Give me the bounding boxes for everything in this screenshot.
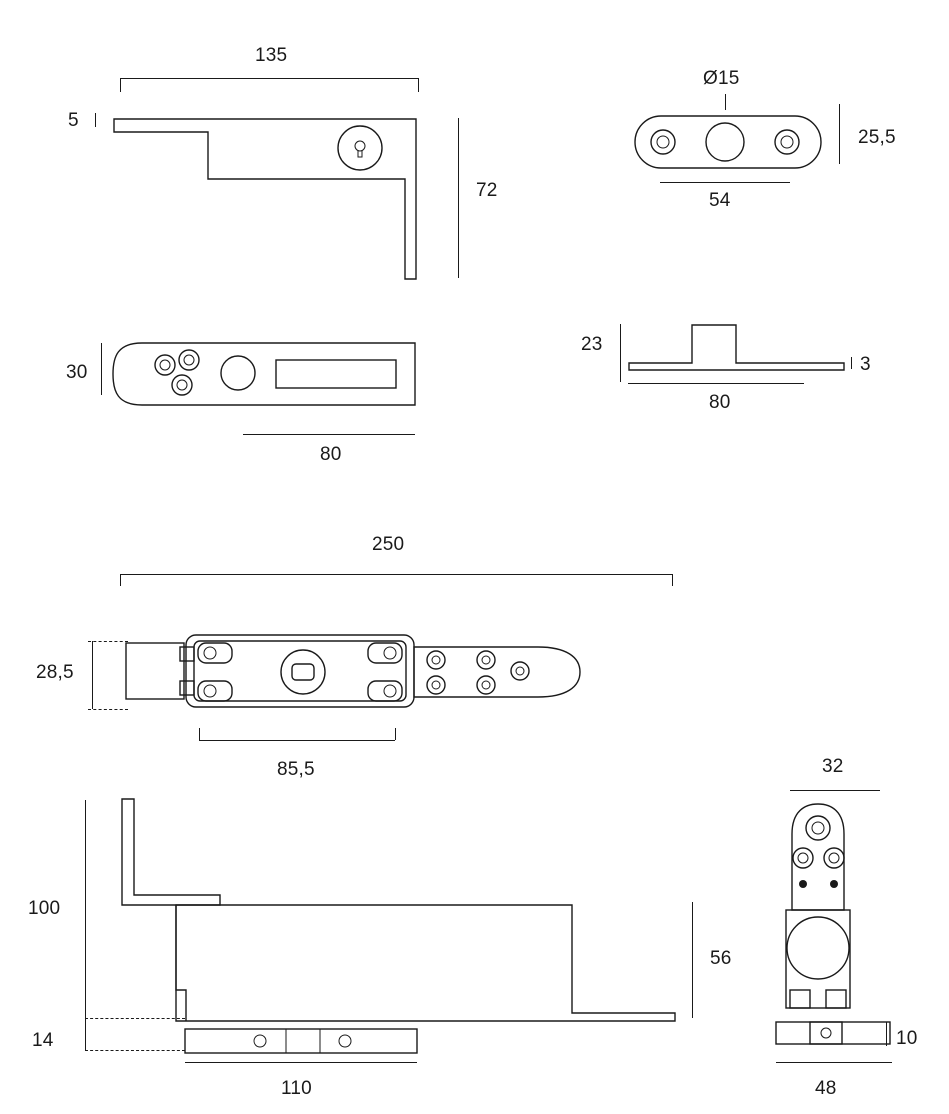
dimension-line-23 [620,324,621,382]
dimension-label-28-5: 28,5 [36,662,74,683]
dimension-label-23: 23 [581,334,603,355]
dimension-line-80-faceplate [243,434,415,435]
dimension-line-14 [85,1018,86,1050]
dimension-tick-250-right [672,574,673,586]
dimension-label-135: 135 [255,45,288,66]
dimension-tick-135-left [120,78,121,92]
dimension-line-250 [120,574,672,575]
dimension-label-diameter-15: Ø15 [703,68,740,89]
dimension-label-80-faceplate: 80 [320,444,342,465]
dimension-label-25-5: 25,5 [858,127,896,148]
dimension-label-72: 72 [476,180,498,201]
spindle-plate-side-view [626,322,866,382]
dimension-tick-5 [95,113,96,127]
face-plate-top-view [110,340,440,420]
dimension-label-14: 14 [32,1030,54,1051]
dimension-label-80-spindle: 80 [709,392,731,413]
dimension-line-80-spindle [628,383,804,384]
dimension-line-32 [790,790,880,791]
oval-cover-plate-front-view [632,108,832,188]
dimension-label-110: 110 [281,1078,312,1099]
dimension-label-54: 54 [709,190,731,211]
dimension-label-10: 10 [896,1028,918,1049]
dimension-line-30 [101,343,102,395]
dimension-label-30: 30 [66,362,88,383]
dimension-label-100: 100 [28,898,61,919]
dimension-label-32: 32 [822,756,844,777]
dimension-line-48 [776,1062,892,1063]
dimension-line-135 [120,78,418,79]
floor-closer-end-view [772,800,912,1060]
dimension-tick-250-left [120,574,121,586]
dimension-label-85-5: 85,5 [277,759,315,780]
dimension-label-3: 3 [860,354,871,375]
dimension-label-48: 48 [815,1078,837,1099]
dimension-line-100 [85,800,86,1018]
dimension-line-25-5 [839,104,840,164]
floor-closer-body-top-view [118,625,678,745]
floor-closer-assembly-side-view [100,795,740,1065]
dimension-label-250: 250 [372,534,405,555]
dimension-label-56: 56 [710,948,732,969]
angle-bracket-side-view [108,110,468,310]
dimension-line-28-5 [92,641,93,709]
dimension-label-5: 5 [68,110,79,131]
dimension-tick-135-right [418,78,419,92]
